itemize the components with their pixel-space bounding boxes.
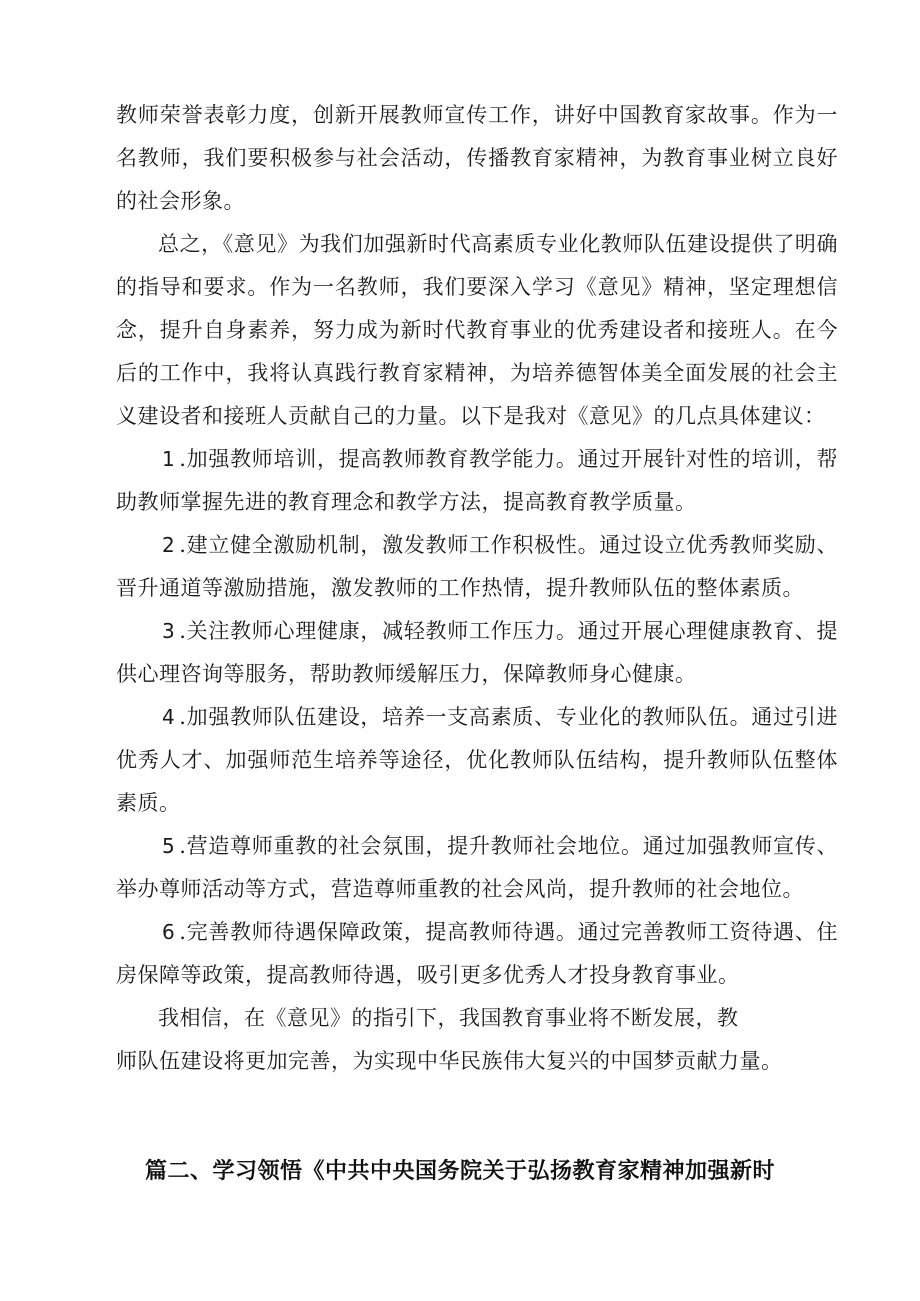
suggestion-text: .建立健全激励机制，激发教师工作积极性。通过设立优秀教师奖励、晋升通道等激励措施，激发教师的工作热情，提升教师队伍的整体素质。 (116, 533, 838, 600)
suggestion-number: 4 (162, 705, 176, 729)
suggestion-item-2 (116, 524, 838, 610)
paragraph-continuation: 教师荣誉表彰力度，创新开展教师宣传工作，讲好中国教育家故事。作为一名教师，我们要积极参与社会活动，传播教育家精神，为教育事业树立良好的社会形象。 (116, 103, 838, 213)
suggestion-item-5 (116, 825, 838, 911)
suggestion-item-6 (116, 911, 838, 997)
suggestion-text: .加强教师培训，提高教师教育教学能力。通过开展针对性的培训，帮助教师掌握先进的教育理念和教学方法，提高教育教学质量。 (116, 447, 838, 514)
suggestion-text: .关注教师心理健康，减轻教师工作压力。通过开展心理健康教育、提供心理咨询等服务，帮助教师缓解压力，保障教师身心健康。 (116, 619, 838, 686)
closing-line-1: 我相信，在《意见》的指引下，我国教育事业将不断发展，教 (158, 1006, 739, 1030)
closing-paragraph (116, 997, 838, 1083)
suggestion-number: 5 (162, 834, 176, 858)
section-heading: 篇二、学习领悟《中共中央国务院关于弘扬教育家精神加强新时 (144, 1159, 775, 1184)
suggestion-number: 1 (162, 447, 176, 471)
suggestion-text: .营造尊师重教的社会氛围，提升教师社会地位。通过加强教师宣传、举办尊师活动等方式，营造尊师重教的社会风尚，提升教师的社会地位。 (116, 834, 838, 901)
document-body (116, 94, 838, 1083)
suggestion-number: 2 (162, 533, 176, 557)
paragraph-summary: 总之，《意见》为我们加强新时代高素质专业化教师队伍建设提供了明确的指导和要求。作为一名教师，我们要深入学习《意见》精神，坚定理想信念，提升自身素养，努力成为新时代教育事业的优秀建设者和接班人。在今后的工作中，我将认真践行教育家精神，为培养德智体美全面发展的社会主义建设者和接班人贡献自己的力量。以下是我对《意见》的几点具体建议： (116, 232, 838, 428)
suggestion-item-1 (116, 438, 838, 524)
suggestion-number: 6 (162, 920, 176, 944)
suggestion-item-4 (116, 696, 838, 825)
suggestion-number: 3 (162, 619, 176, 643)
suggestion-item-3 (116, 610, 838, 696)
suggestion-text: .加强教师队伍建设，培养一支高素质、专业化的教师队伍。通过引进优秀人才、加强师范生培养等途径，优化教师队伍结构，提升教师队伍整体素质。 (116, 705, 838, 815)
suggestion-text: .完善教师待遇保障政策，提高教师待遇。通过完善教师工资待遇、住房保障等政策，提高教师待遇，吸引更多优秀人才投身教育事业。 (116, 920, 838, 987)
closing-line-2: 师队伍建设将更加完善，为实现中华民族伟大复兴的中国梦贡献力量。 (116, 1049, 783, 1073)
